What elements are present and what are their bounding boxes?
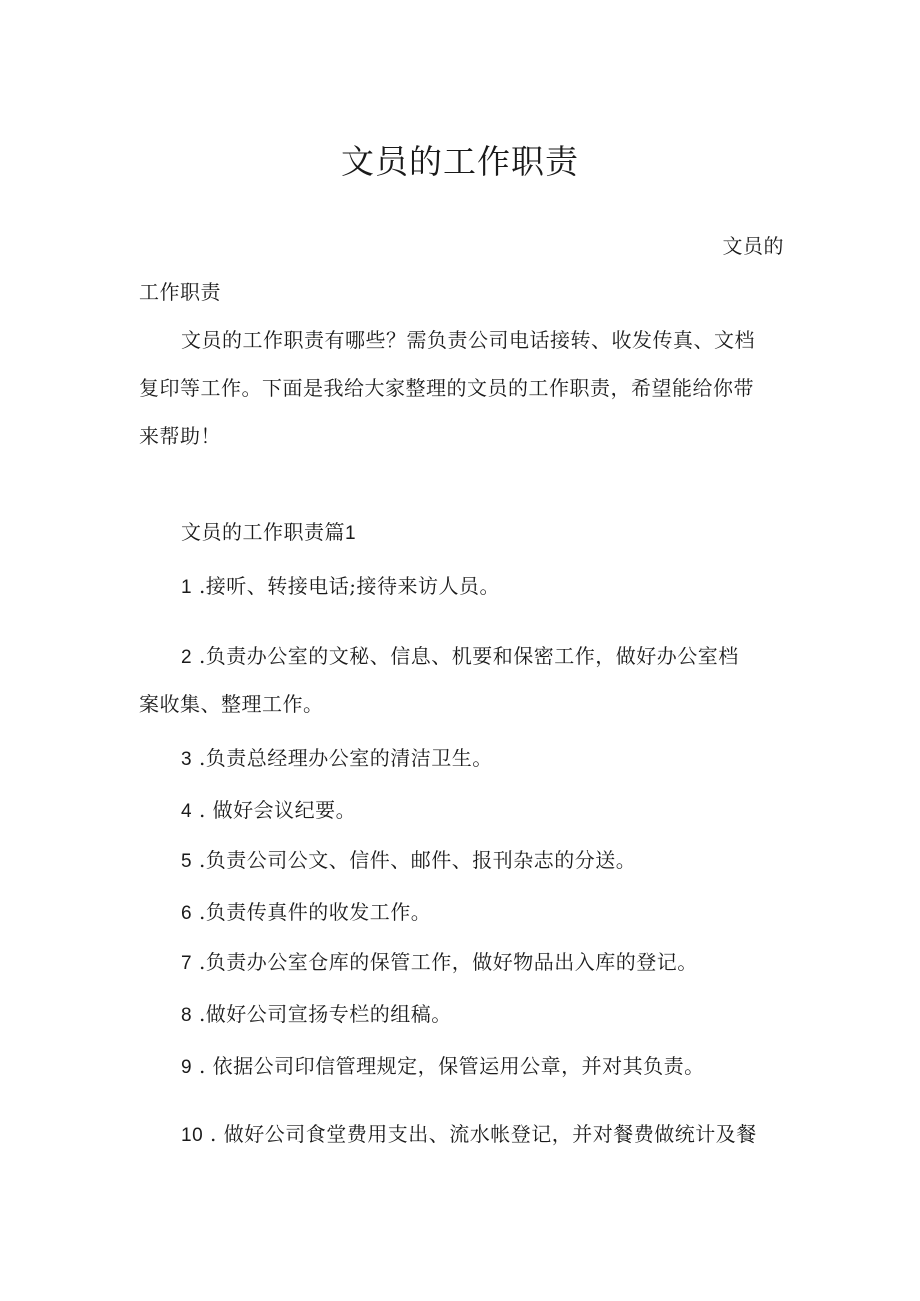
list-item-7 [139, 938, 826, 988]
list-item-5 [139, 836, 826, 886]
list-item-text: .负责传真件的收发工作。 [198, 900, 432, 924]
list-item-number: 10 [181, 1125, 204, 1146]
list-item-number: 7 [181, 953, 193, 974]
list-item-number: 9 [181, 1057, 193, 1078]
list-item-text: . 做好公司食堂费用支出、流水帐登记，并对餐费做统计及餐 [203, 1122, 757, 1146]
section-heading [139, 508, 826, 558]
list-item-number: 3 [181, 749, 193, 770]
list-item-4 [139, 786, 826, 836]
list-item-text: .负责公司公文、信件、邮件、报刊杂志的分送。 [198, 848, 637, 872]
list-item-2 [139, 632, 826, 682]
list-item-text: .负责办公室的文秘、信息、机要和保密工作，做好办公室档 [198, 644, 739, 668]
list-item-text: .负责总经理办公室的清洁卫生。 [198, 746, 493, 770]
intro-line-3: 来帮助！ [139, 424, 221, 448]
list-item-2-continuation: 案收集、整理工作。 [139, 692, 324, 716]
list-item-number: 1 [181, 577, 193, 598]
section-heading-number: 1 [345, 523, 357, 544]
list-item-number: 5 [181, 851, 193, 872]
subtitle-part1: 文员的 [722, 234, 784, 258]
intro-line-2: 复印等工作。下面是我给大家整理的文员的工作职责，希望能给你带 [139, 376, 754, 400]
list-item-text: . 依据公司印信管理规定，保管运用公章，并对其负责。 [198, 1054, 705, 1078]
document-title: 文员的工作职责 [341, 142, 579, 181]
list-item-number: 2 [181, 647, 193, 668]
list-item-6 [139, 888, 826, 938]
list-item-8 [139, 990, 826, 1040]
list-item-number: 4 [181, 801, 193, 822]
list-item-number: 6 [181, 903, 193, 924]
list-item-9 [139, 1042, 826, 1092]
list-item-1 [139, 562, 826, 612]
list-item-10 [139, 1110, 826, 1160]
list-item-number: 8 [181, 1005, 193, 1026]
section-heading-text: 文员的工作职责篇 [181, 520, 345, 544]
subtitle-part2: 工作职责 [139, 280, 221, 304]
list-item-text: .接听、转接电话;接待来访人员。 [198, 574, 501, 598]
list-item-3 [139, 734, 826, 784]
list-item-text: . 做好会议纪要。 [198, 798, 357, 822]
list-item-text: .做好公司宣扬专栏的组稿。 [198, 1002, 452, 1026]
list-item-text: .负责办公室仓库的保管工作，做好物品出入库的登记。 [198, 950, 698, 974]
intro-line-1: 文员的工作职责有哪些？需负责公司电话接转、收发传真、文档 [181, 328, 755, 352]
